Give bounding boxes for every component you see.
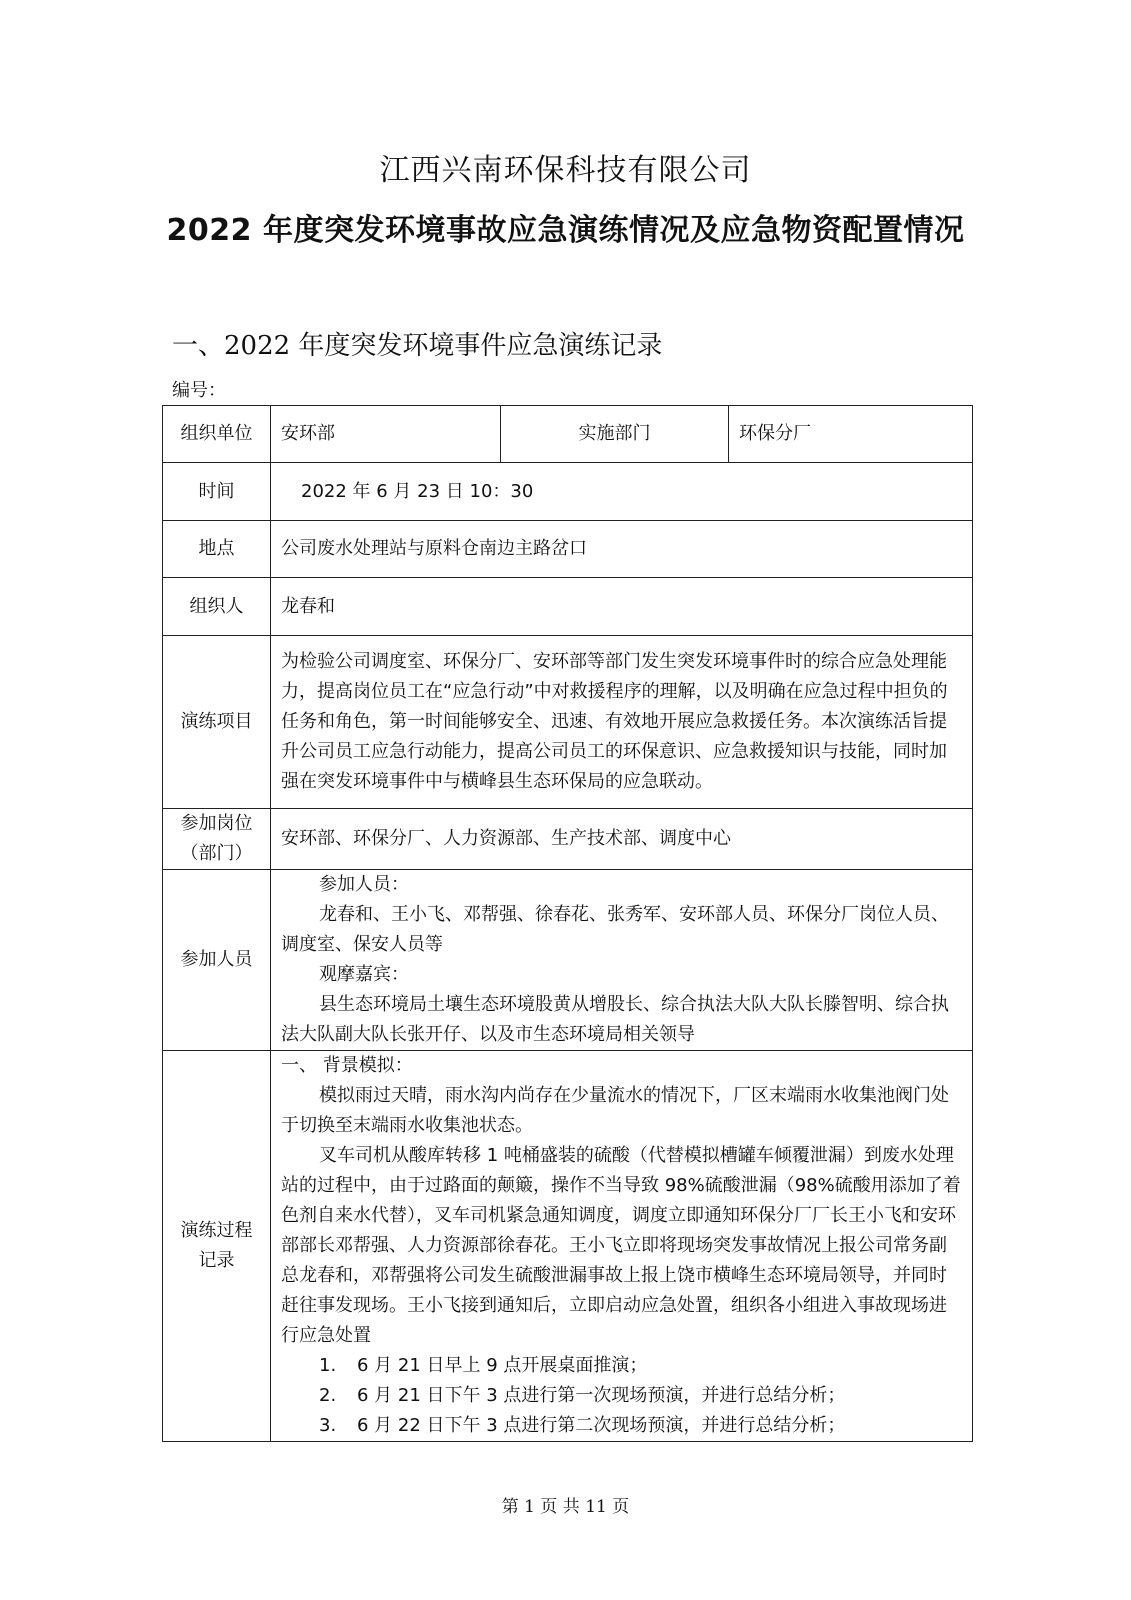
table-row: [163, 578, 973, 636]
table-row: [163, 406, 973, 463]
impl-dept-value: 环保分厂: [729, 406, 973, 463]
process-paragraph: 模拟雨过天晴，雨水沟内尚存在少量流水的情况下，厂区末端雨水收集池阀门处于切换至末端雨水收集池状态。: [281, 1085, 949, 1136]
time-value: 2022 年 6 月 23 日 10：30: [271, 463, 973, 521]
project-value: [271, 636, 973, 809]
list-text: 6 月 22 日下午 3 点进行第二次现场预演，并进行总结分析；: [357, 1415, 846, 1436]
guests-intro: 观摩嘉宾：: [319, 964, 409, 985]
document-title: 2022 年度突发环境事故应急演练情况及应急物资配置情况: [166, 213, 965, 248]
project-text: 为检验公司调度室、环保分厂、安环部等部门发生突发环境事件时的综合应急处理能力，提高岗位员工在“应急行动”中对救援程序的理解，以及明确在应急过程中担负的任务和角色，第一时间能够安全、迅速、有效地开展应急救援任务。本次演练活旨提升公司员工应急行动能力，提高公司员工的环保意识、应急救援知识与技能，同时加强在突发环境事件中与横峰县生态环保局的应急联动。: [281, 651, 948, 792]
code-label: 编号：: [172, 380, 226, 401]
table-row: [163, 809, 973, 870]
time-label: 时间: [163, 463, 271, 521]
process-label: [163, 1051, 271, 1442]
impl-dept-label: 实施部门: [501, 406, 729, 463]
table-row: [163, 463, 973, 521]
project-label: 演练项目: [163, 636, 271, 809]
org-unit-label: 组织单位: [163, 406, 271, 463]
list-number: 3.: [319, 1415, 337, 1436]
process-heading: 一、 背景模拟：: [281, 1055, 413, 1076]
company-name: 江西兴南环保科技有限公司: [379, 153, 752, 188]
table-row: [163, 636, 973, 809]
people-value: [271, 870, 973, 1051]
organizer-value: 龙春和: [271, 578, 973, 636]
list-number: 2.: [319, 1385, 337, 1406]
dept-label: [163, 809, 271, 870]
list-item: [281, 1381, 962, 1411]
organizer-label: 组织人: [163, 578, 271, 636]
list-item: [281, 1411, 962, 1441]
org-unit-value: 安环部: [271, 406, 501, 463]
process-label-line2: 记录: [198, 1250, 235, 1271]
people-list: 龙春和、王小飞、邓帮强、徐春花、张秀军、安环部人员、环保分厂岗位人员、调度室、保安人员等: [281, 904, 949, 955]
table-row: [163, 870, 973, 1051]
location-label: 地点: [163, 521, 271, 578]
list-item: [281, 1351, 962, 1381]
guests-list: 县生态环境局土壤生态环境股黄从增股长、综合执法大队大队长滕智明、综合执法大队副大队长张开仔、以及市生态环境局相关领导: [281, 994, 949, 1045]
list-number: 1.: [319, 1355, 337, 1376]
location-value: 公司废水处理站与原料仓南边主路岔口: [271, 521, 973, 578]
people-intro: 参加人员：: [319, 874, 409, 895]
process-label-line1: 演练过程: [180, 1220, 253, 1241]
list-text: 6 月 21 日早上 9 点开展桌面推演；: [357, 1355, 648, 1376]
process-value: [271, 1051, 973, 1442]
dept-label-line1: 参加岗位: [180, 813, 253, 834]
list-text: 6 月 21 日下午 3 点进行第一次现场预演，并进行总结分析；: [357, 1385, 846, 1406]
drill-record-table: [162, 405, 973, 1442]
page-footer: 第 1 页 共 11 页: [501, 1497, 630, 1517]
table-row: [163, 521, 973, 578]
dept-label-line2: （部门）: [180, 843, 253, 864]
dept-value: 安环部、环保分厂、人力资源部、生产技术部、调度中心: [271, 809, 973, 870]
process-paragraph: 叉车司机从酸库转移 1 吨桶盛装的硫酸（代替模拟槽罐车倾覆泄漏）到废水处理站的过程中，由于过路面的颠簸，操作不当导致 98%硫酸泄漏（98%硫酸用添加了着色剂自来水代替），叉车司机紧急通知调度，调度立即通知环保分厂厂长王小飞和安环部部长邓帮强、人力资源部徐春花。王小飞立即将现场突发事故情况上报公司常务副总龙春和，邓帮强将公司发生硫酸泄漏事故上报上饶市横峰生态环境局领导，并同时赶往事发现场。王小飞接到通知后，立即启动应急处置，组织各小组进入事故现场进行应急处置: [281, 1145, 961, 1346]
people-label: 参加人员: [163, 870, 271, 1051]
section-heading: 一、2022 年度突发环境事件应急演练记录: [172, 331, 663, 361]
table-row: [163, 1051, 973, 1442]
